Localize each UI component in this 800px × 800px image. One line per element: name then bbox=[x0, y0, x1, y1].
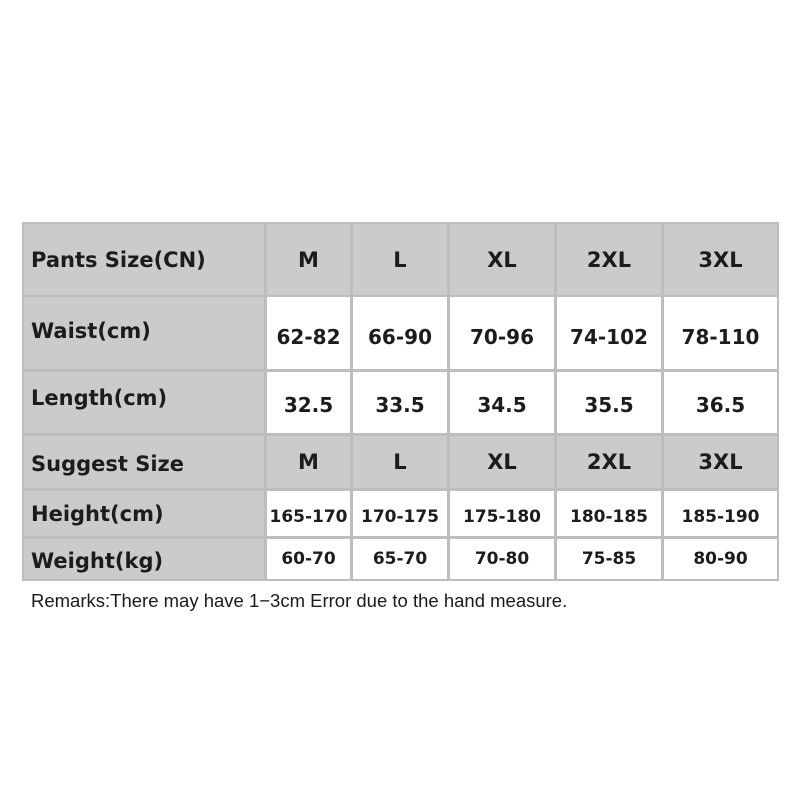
suggest-size-3xl: 3XL bbox=[664, 436, 777, 488]
suggest-size-l: L bbox=[353, 436, 447, 488]
height-value: 180-185 bbox=[557, 491, 661, 536]
weight-value: 70-80 bbox=[450, 539, 554, 579]
length-value: 32.5 bbox=[267, 372, 350, 433]
length-value: 33.5 bbox=[353, 372, 447, 433]
header-size-3xl: 3XL bbox=[664, 224, 777, 295]
suggest-size-xl: XL bbox=[450, 436, 554, 488]
height-value: 175-180 bbox=[450, 491, 554, 536]
remarks-note: Remarks:There may have 1−3cm Error due to the hand measure. bbox=[31, 590, 568, 611]
height-value: 170-175 bbox=[353, 491, 447, 536]
waist-value: 66-90 bbox=[353, 297, 447, 369]
waist-label: Waist(cm) bbox=[24, 297, 264, 369]
header-size-xl: XL bbox=[450, 224, 554, 295]
suggest-size-m: M bbox=[267, 436, 350, 488]
waist-value: 62-82 bbox=[267, 297, 350, 369]
weight-value: 60-70 bbox=[267, 539, 350, 579]
header-size-l: L bbox=[353, 224, 447, 295]
weight-value: 75-85 bbox=[557, 539, 661, 579]
waist-value: 74-102 bbox=[557, 297, 661, 369]
height-value: 185-190 bbox=[664, 491, 777, 536]
header-size-2xl: 2XL bbox=[557, 224, 661, 295]
height-value: 165-170 bbox=[267, 491, 350, 536]
header-label: Pants Size(CN) bbox=[24, 224, 264, 295]
weight-value: 80-90 bbox=[664, 539, 777, 579]
suggest-size-label: Suggest Size bbox=[24, 436, 264, 488]
length-label: Length(cm) bbox=[24, 372, 264, 433]
header-size-m: M bbox=[267, 224, 350, 295]
waist-value: 78-110 bbox=[664, 297, 777, 369]
length-value: 36.5 bbox=[664, 372, 777, 433]
height-label: Height(cm) bbox=[24, 491, 264, 536]
weight-value: 65-70 bbox=[353, 539, 447, 579]
length-value: 35.5 bbox=[557, 372, 661, 433]
waist-value: 70-96 bbox=[450, 297, 554, 369]
weight-label: Weight(kg) bbox=[24, 539, 264, 579]
length-value: 34.5 bbox=[450, 372, 554, 433]
suggest-size-2xl: 2XL bbox=[557, 436, 661, 488]
